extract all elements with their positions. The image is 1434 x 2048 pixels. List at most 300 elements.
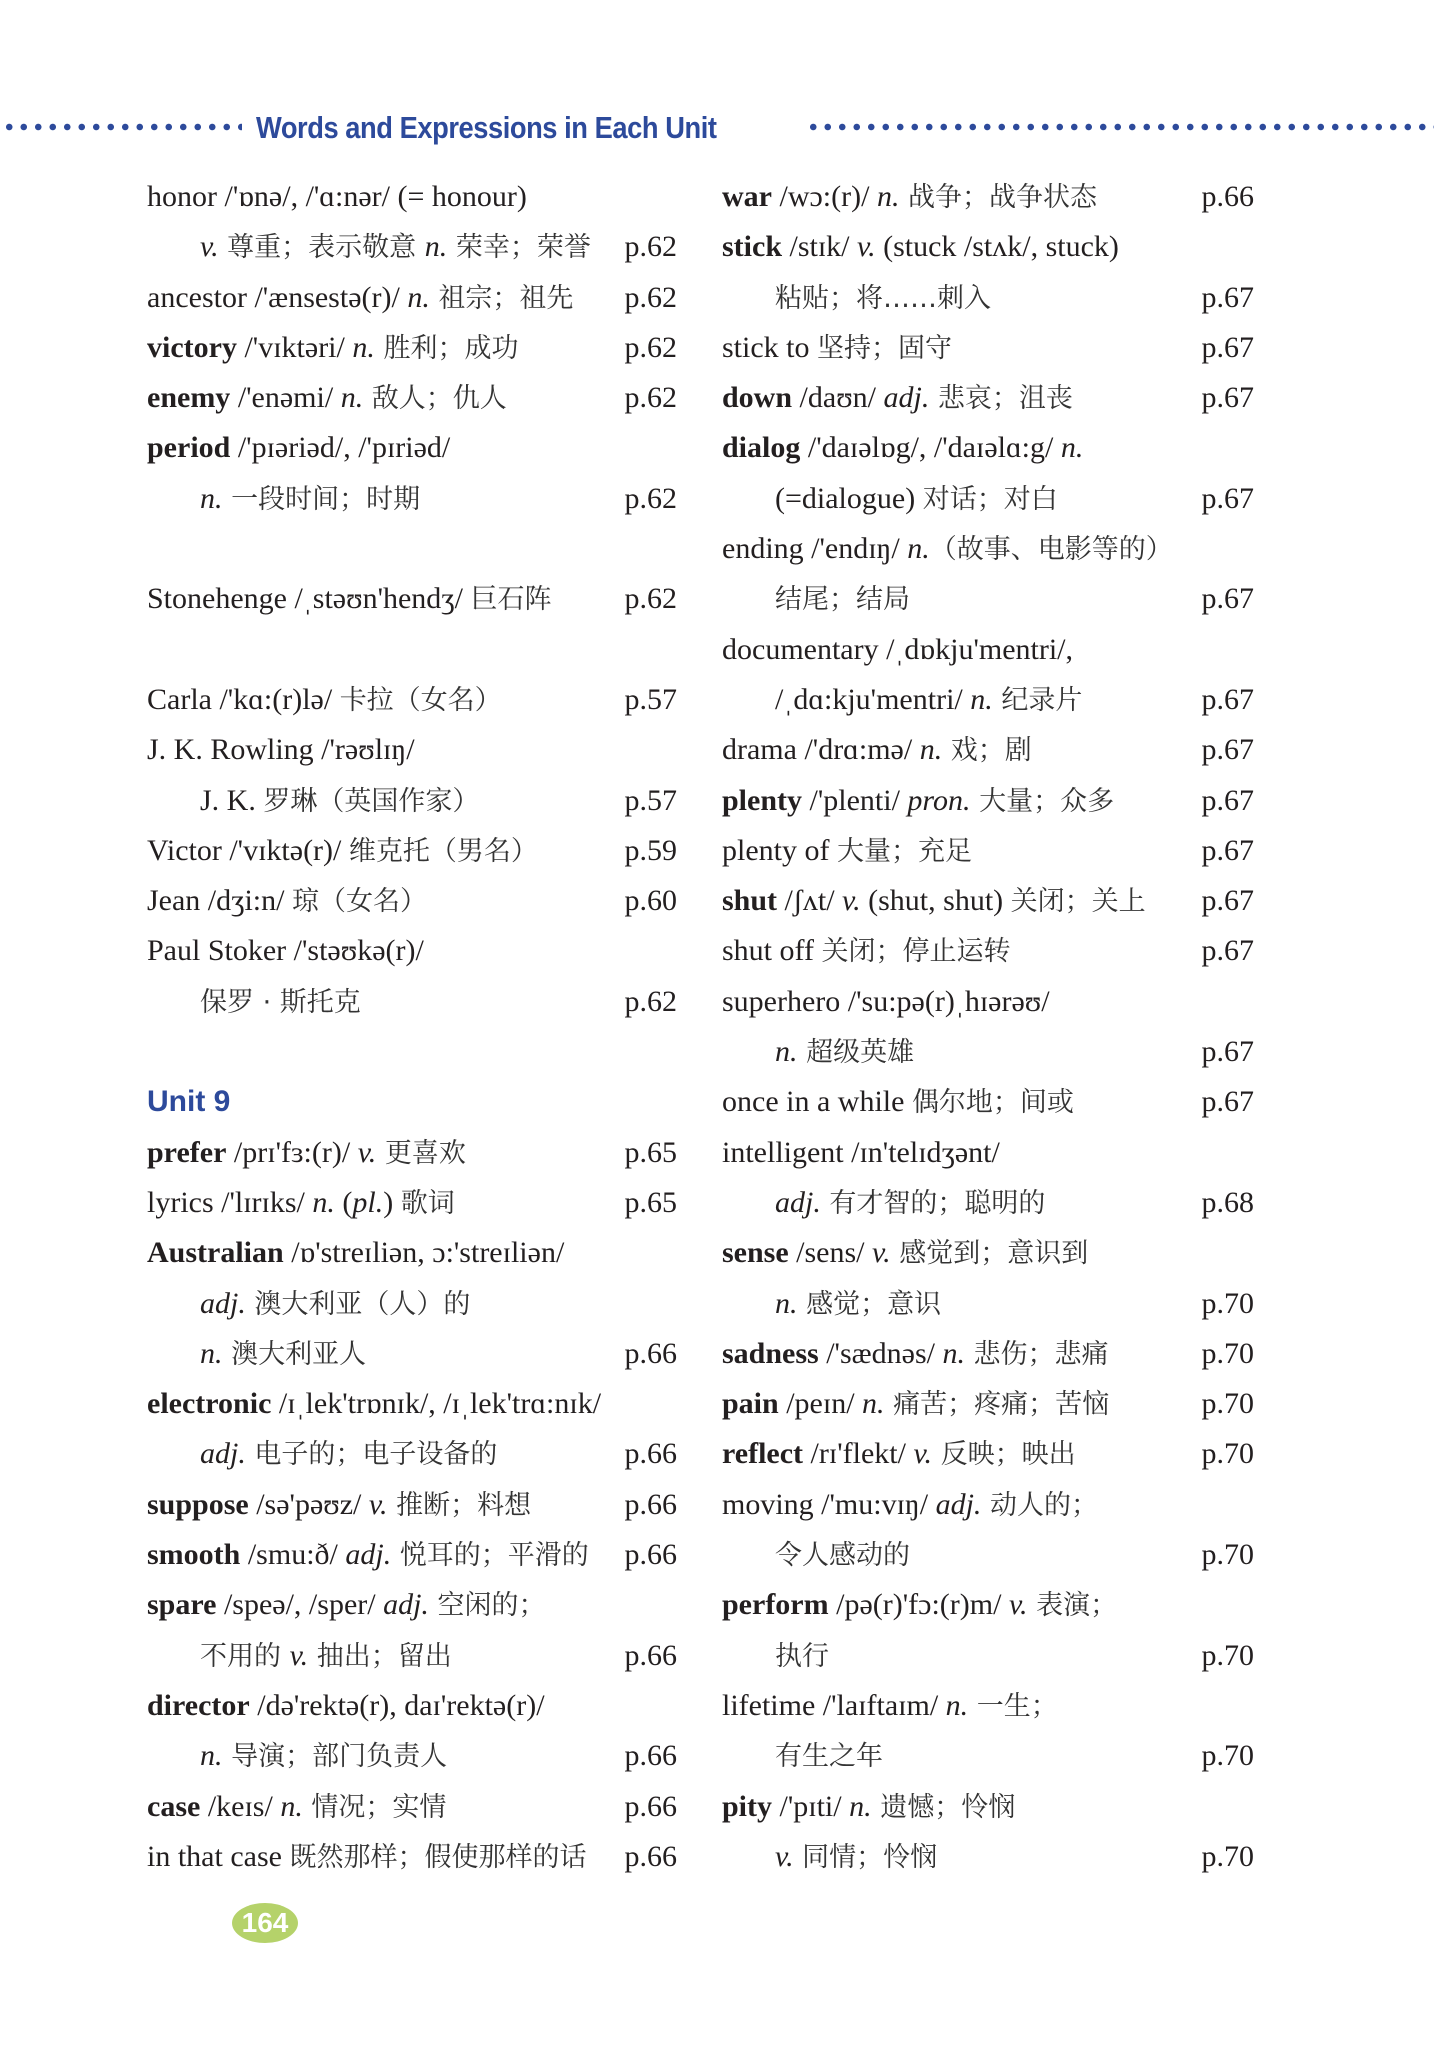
- part-of-speech: n.: [970, 682, 993, 716]
- entry-text: [147, 1782, 446, 1833]
- vocab-entry: [722, 1580, 1254, 1630]
- definition: 超级英雄: [797, 1037, 915, 1069]
- entry-text-part: (=dialogue): [775, 481, 923, 515]
- phonetic-text: Victor /'vɪktə(r)/: [147, 833, 349, 867]
- entry-text: [722, 1329, 1109, 1380]
- definition: 悲哀；沮丧: [929, 383, 1073, 415]
- definition: 空闲的；: [428, 1590, 546, 1622]
- vocab-entry: [147, 423, 677, 473]
- definition: 令人感动的: [775, 1540, 910, 1572]
- entry-text: [147, 826, 538, 877]
- page-reference: p.59: [624, 833, 677, 867]
- vocab-entry-continuation: [722, 1832, 1254, 1882]
- definition: 粘贴；将……刺入: [775, 282, 991, 314]
- page-reference: p.62: [624, 984, 677, 1018]
- entry-text: [775, 1178, 1045, 1229]
- vocab-entry: [722, 1077, 1254, 1127]
- part-of-speech: v.: [842, 884, 861, 918]
- entry-text: [722, 826, 972, 877]
- headword: director: [147, 1688, 250, 1722]
- vocab-entry: [147, 323, 677, 373]
- vocab-entry: [147, 1782, 677, 1832]
- vocab-entry-continuation: [722, 1178, 1254, 1228]
- entry-text: [147, 273, 573, 324]
- entry-text: [722, 1077, 1074, 1128]
- entry-text: [775, 1027, 914, 1078]
- definition: 痛苦；疼痛；苦恼: [884, 1389, 1110, 1421]
- definition: 纪录片: [992, 684, 1083, 716]
- entry-text: [147, 1580, 546, 1631]
- unit-heading-text-wrap: [147, 1077, 230, 1127]
- entry-text-part: (stuck /stʌk/, stuck): [875, 230, 1119, 264]
- part-of-speech: n.: [876, 180, 900, 213]
- vocab-entry-continuation: [147, 1429, 677, 1479]
- vocab-entry: [147, 1832, 677, 1882]
- section-title: Words and Expressions in Each Unit: [256, 110, 717, 145]
- page-reference: p.62: [624, 230, 677, 264]
- definition: 一生；: [968, 1690, 1058, 1722]
- headword: sadness: [722, 1336, 819, 1370]
- vocab-entry-continuation: [722, 1027, 1254, 1077]
- definition: 导演；部门负责人: [222, 1741, 448, 1773]
- phonetic-text: /speə/, /sper/: [216, 1588, 384, 1622]
- part-of-speech: adj.: [345, 1538, 392, 1572]
- phonetic-text: /'vɪktəri/: [236, 330, 353, 364]
- phonetic-text: /prɪ'fɜ:(r)/: [226, 1135, 358, 1169]
- page-reference: p.70: [1201, 1387, 1254, 1421]
- vocab-entry: [722, 1681, 1254, 1731]
- phonetic-text: lyrics /'lɪrɪks/: [147, 1185, 313, 1219]
- part-of-speech: v.: [368, 1487, 388, 1521]
- right-column: [722, 172, 1254, 1882]
- entry-text: [722, 1580, 1117, 1631]
- definition: 荣幸；荣誉: [447, 232, 591, 264]
- page-reference: p.70: [1201, 1336, 1254, 1370]
- vocab-entry-continuation: [147, 222, 677, 272]
- page-reference: p.66: [624, 1437, 677, 1471]
- headword: sense: [722, 1236, 789, 1270]
- headword: stick: [722, 230, 782, 264]
- definition: 琼（女名）: [291, 886, 427, 918]
- entry-text: [775, 1731, 883, 1782]
- vocab-entry-continuation: [147, 1631, 677, 1681]
- phonetic-text: /sens/: [788, 1236, 873, 1270]
- vocab-entry-continuation: [722, 1631, 1254, 1681]
- entry-text: [722, 1128, 1000, 1178]
- vocab-entry: [147, 926, 677, 976]
- vocab-entry: [722, 977, 1254, 1027]
- page-reference: p.67: [1201, 280, 1254, 314]
- part-of-speech: n.: [407, 280, 430, 314]
- phonetic-text: /smu:ð/: [240, 1538, 346, 1572]
- vocab-entry-continuation: [147, 776, 677, 826]
- part-of-speech: pron.: [907, 783, 971, 817]
- page-reference: p.70: [1201, 1739, 1254, 1773]
- definition: 歌词: [400, 1187, 455, 1219]
- page-reference: p.68: [1201, 1185, 1254, 1219]
- phonetic-text: intelligent /ɪn'telɪdʒənt/: [722, 1135, 1000, 1169]
- headword: victory: [147, 330, 237, 364]
- headword: electronic: [147, 1387, 272, 1421]
- entry-text: [722, 524, 1173, 575]
- vocab-entry: [147, 1580, 677, 1630]
- vocab-entry: [722, 926, 1254, 976]
- phonetic-text: Jean /dʒi:n/: [147, 884, 292, 918]
- headword: prefer: [147, 1135, 227, 1169]
- entry-text: [147, 1128, 466, 1179]
- page-reference: p.62: [624, 582, 677, 616]
- entry-text-part: ): [383, 1185, 401, 1219]
- entry-text: [147, 1681, 545, 1731]
- headword: case: [147, 1789, 201, 1823]
- vocab-entry: [722, 725, 1254, 775]
- definition: 胜利；成功: [374, 332, 519, 364]
- vocab-entry: [147, 273, 677, 323]
- phonetic-text: Carla /'kɑ:(r)lə/: [147, 682, 340, 716]
- definition: 大量；众多: [970, 785, 1115, 817]
- page-reference: p.70: [1201, 1286, 1254, 1320]
- headword: reflect: [722, 1437, 804, 1471]
- entry-text: [147, 1832, 586, 1883]
- definition: 关闭；关上: [1010, 886, 1146, 918]
- vocab-entry: [722, 1429, 1254, 1479]
- definition: 悦耳的；平滑的: [391, 1540, 589, 1572]
- entry-text: [147, 926, 424, 976]
- vocab-entry: [722, 524, 1254, 574]
- vocab-entry-continuation: [147, 1279, 677, 1329]
- entry-text: [722, 1681, 1058, 1732]
- entry-text: [775, 1530, 910, 1581]
- phonetic-text: /'enəmi/: [230, 381, 341, 415]
- entry-text: [200, 1279, 470, 1330]
- definition: 祖宗；祖先: [429, 282, 574, 314]
- page-reference: p.66: [624, 1487, 677, 1521]
- definition: 感觉到；意识到: [890, 1238, 1089, 1270]
- vocab-entry: [722, 1379, 1254, 1429]
- part-of-speech: v.: [913, 1437, 933, 1471]
- entry-text: [722, 323, 952, 374]
- vocab-entry-continuation: [722, 474, 1254, 524]
- definition: 澳大利亚（人）的: [245, 1288, 471, 1320]
- part-of-speech: n.: [424, 230, 448, 264]
- definition: 卡拉（女名）: [339, 684, 502, 716]
- blank-line: [147, 625, 677, 675]
- page-reference: p.66: [624, 1638, 677, 1672]
- entry-text: [200, 1429, 497, 1480]
- phonetic-text: /'pɪəriəd/, /'pɪriəd/: [230, 431, 451, 465]
- phonetic-text: drama /'drɑ:mə/: [722, 733, 920, 767]
- page-reference: p.67: [1201, 481, 1254, 515]
- entry-text: [775, 273, 991, 324]
- part-of-speech: n.: [340, 381, 364, 415]
- page-reference: p.57: [624, 783, 677, 817]
- vocab-entry-continuation: [147, 1329, 677, 1379]
- vocab-entry: [722, 1782, 1254, 1832]
- page-reference: p.67: [1201, 381, 1254, 415]
- headword: dialog: [722, 431, 801, 465]
- phonetic-text: plenty of: [722, 833, 837, 867]
- page-reference: p.67: [1201, 833, 1254, 867]
- phonetic-text: /'daɪəlɒg/, /'daɪəlɑ:g/: [800, 431, 1061, 465]
- definition: 推断；料想: [387, 1489, 532, 1521]
- headword: period: [147, 431, 231, 465]
- phonetic-text: moving /'mu:vɪŋ/: [722, 1487, 936, 1521]
- vocab-entry: [722, 826, 1254, 876]
- definition: 偶尔地；间或: [911, 1087, 1074, 1119]
- phonetic-text: /ɪˌlek'trɒnɪk/, /ɪˌlek'trɑ:nɪk/: [271, 1387, 602, 1421]
- page-reference: p.62: [624, 481, 677, 515]
- part-of-speech: v.: [775, 1839, 794, 1873]
- entry-text: [722, 1480, 1098, 1531]
- entry-text: [775, 1279, 941, 1330]
- entry-text: [722, 876, 1146, 927]
- definition: 抽出；留出: [308, 1640, 452, 1672]
- left-column: [147, 172, 677, 1882]
- vocab-entry: [722, 323, 1254, 373]
- phonetic-text: /'pɪti/: [772, 1789, 850, 1823]
- page-reference: p.70: [1201, 1437, 1254, 1471]
- vocab-entry: [722, 1480, 1254, 1530]
- part-of-speech: adj.: [383, 1588, 429, 1622]
- page-reference: p.62: [624, 381, 677, 415]
- section-header: [0, 108, 1434, 148]
- entry-text: [722, 1228, 1088, 1279]
- unit-heading: [147, 1077, 677, 1127]
- part-of-speech: n.: [200, 1739, 223, 1773]
- phonetic-text: lifetime /'laɪftaɪm/: [722, 1688, 946, 1722]
- vocab-entry: [722, 876, 1254, 926]
- vocab-entry: [147, 373, 677, 423]
- part-of-speech: v.: [357, 1135, 377, 1169]
- vocab-entry-continuation: [722, 675, 1254, 725]
- phonetic-text: /ɒ'streɪliən, ɔ:'streɪliən/: [283, 1236, 565, 1270]
- phonetic-text: /sə'pəʊz/: [248, 1487, 369, 1521]
- part-of-speech: adj.: [200, 1437, 246, 1471]
- entry-text: [722, 977, 1050, 1027]
- phonetic-text: honor /'ɒnə/, /'ɑ:nər/ (= honour): [147, 180, 527, 213]
- entry-text: [200, 977, 361, 1028]
- headword: pity: [722, 1789, 773, 1823]
- definition: 大量；充足: [836, 835, 972, 867]
- part-of-speech: v.: [200, 230, 219, 264]
- vocab-entry: [147, 1480, 677, 1530]
- vocab-entry: [147, 1178, 677, 1228]
- vocab-entry: [147, 675, 677, 725]
- entry-text-part: (: [334, 1185, 353, 1219]
- part-of-speech: n.: [775, 1035, 798, 1069]
- part-of-speech: pl.: [352, 1185, 384, 1219]
- vocab-entry-continuation: [722, 1279, 1254, 1329]
- entry-text: [147, 1178, 455, 1229]
- page-reference: p.66: [624, 1538, 677, 1572]
- vocab-entry-continuation: [147, 977, 677, 1027]
- vocab-entry-continuation: [722, 1731, 1254, 1781]
- definition: 敌人；仇人: [363, 383, 507, 415]
- part-of-speech: n.: [352, 330, 375, 364]
- headword: down: [722, 381, 793, 415]
- part-of-speech: adj.: [883, 381, 930, 415]
- definition: 感觉；意识: [797, 1288, 942, 1320]
- page-reference: p.62: [624, 280, 677, 314]
- vocab-entry: [722, 625, 1254, 675]
- page-reference: p.66: [624, 1839, 677, 1873]
- definition: 有生之年: [775, 1741, 883, 1773]
- vocab-entry-continuation: [147, 474, 677, 524]
- entry-text: [147, 172, 527, 222]
- phonetic-text: stick to: [722, 330, 817, 364]
- headword: enemy: [147, 381, 231, 415]
- entry-text: [200, 222, 591, 273]
- phonetic-text: /stɪk/: [782, 230, 858, 264]
- entry-text: [147, 323, 518, 374]
- entry-text: [722, 373, 1073, 424]
- phonetic-text: J. K. Rowling /'rəʊlɪŋ/: [147, 733, 415, 767]
- vocab-entry-continuation: [722, 574, 1254, 624]
- entry-text: [147, 423, 450, 473]
- vocab-entry: [722, 373, 1254, 423]
- headword: war: [722, 180, 772, 213]
- part-of-speech: n.: [849, 1789, 872, 1823]
- headword: perform: [722, 1588, 829, 1622]
- entry-text: [722, 625, 1073, 675]
- page-reference: p.66: [1201, 180, 1254, 213]
- entry-text: [722, 926, 1010, 977]
- definition: 电子的；电子设备的: [245, 1439, 498, 1471]
- part-of-speech: n.: [945, 1688, 969, 1722]
- entry-text: [722, 1782, 1015, 1833]
- page-reference: p.67: [1201, 682, 1254, 716]
- definition: 戏；剧: [942, 735, 1032, 767]
- phonetic-text: Stonehenge /ˌstəʊn'hendʒ/: [147, 582, 471, 616]
- headword: plenty: [722, 783, 803, 817]
- page-reference: p.65: [624, 1185, 677, 1219]
- entry-text: [147, 373, 507, 424]
- definition: 遗憾；怜悯: [871, 1791, 1016, 1823]
- entry-text: [147, 1379, 601, 1429]
- part-of-speech: n.: [907, 532, 930, 566]
- definition: 反映；映出: [932, 1439, 1076, 1471]
- entry-text: [200, 1731, 447, 1782]
- definition: 罗琳（英国作家）: [263, 785, 480, 817]
- entry-text: [147, 1480, 531, 1531]
- definition: 结尾；结局: [775, 584, 910, 616]
- definition: 维克托（男名）: [348, 835, 538, 867]
- vocab-entry: [722, 1329, 1254, 1379]
- entry-text: [775, 574, 910, 625]
- definition: 既然那样；假使那样的话: [289, 1841, 587, 1873]
- page-reference: p.70: [1201, 1538, 1254, 1572]
- definition: 保罗 · 斯托克: [200, 986, 361, 1018]
- page-reference: p.66: [624, 1789, 677, 1823]
- definition: 同情；怜悯: [793, 1841, 938, 1873]
- vocab-entry: [722, 172, 1254, 222]
- part-of-speech: n.: [1060, 431, 1084, 465]
- page-reference: p.67: [1201, 884, 1254, 918]
- phonetic-text: once in a while: [722, 1085, 912, 1119]
- page-reference: p.67: [1201, 582, 1254, 616]
- phonetic-text: ending /'endɪŋ/: [722, 532, 908, 566]
- vocab-entry: [147, 725, 677, 775]
- entry-text-part: (shut, shut): [860, 884, 1011, 918]
- page-reference: p.60: [624, 884, 677, 918]
- vocab-entry-continuation: [722, 273, 1254, 323]
- part-of-speech: v.: [872, 1236, 891, 1270]
- entry-text: [147, 574, 551, 625]
- phonetic-text: /daʊn/: [792, 381, 884, 415]
- definition: 战争；战争状态: [899, 182, 1098, 213]
- definition: 不用的: [200, 1640, 290, 1672]
- vocab-entry: [722, 423, 1254, 473]
- headword: suppose: [147, 1487, 249, 1521]
- vocab-entry: [147, 1228, 677, 1278]
- headword: smooth: [147, 1538, 241, 1572]
- part-of-speech: v.: [857, 230, 876, 264]
- entry-text: [722, 1429, 1076, 1480]
- definition: 更喜欢: [376, 1137, 466, 1169]
- phonetic-text: /wɔ:(r)/: [771, 180, 877, 213]
- entry-text: [775, 675, 1082, 726]
- definition: 坚持；固守: [817, 332, 952, 364]
- entry-text: [200, 1329, 366, 1380]
- entry-text: [775, 1631, 829, 1682]
- definition: 关闭；停止运转: [821, 936, 1011, 968]
- entry-text: [722, 1379, 1109, 1430]
- page-reference: p.67: [1201, 1035, 1254, 1069]
- part-of-speech: n.: [312, 1185, 335, 1219]
- page-reference: p.66: [624, 1336, 677, 1370]
- vocab-entry: [722, 1228, 1254, 1278]
- entry-text: [200, 474, 420, 525]
- entry-text: [722, 222, 1119, 272]
- page-reference: p.67: [1201, 934, 1254, 968]
- part-of-speech: n.: [862, 1387, 885, 1421]
- part-of-speech: adj.: [200, 1286, 246, 1320]
- vocab-entry: [147, 1128, 677, 1178]
- vocab-entry: [147, 876, 677, 926]
- vocab-entry: [147, 574, 677, 624]
- page-reference: p.57: [624, 682, 677, 716]
- phonetic-text: /'plenti/: [802, 783, 908, 817]
- phonetic-text: /rɪ'flekt/: [803, 1437, 914, 1471]
- part-of-speech: n.: [775, 1286, 798, 1320]
- unit-heading-text: Unit 9: [147, 1085, 231, 1119]
- blank-line: [147, 1027, 677, 1077]
- part-of-speech: v.: [1008, 1588, 1028, 1622]
- entry-text: [200, 1631, 452, 1682]
- definition: 尊重；表示敬意: [218, 232, 425, 264]
- definition: 巨石阵: [470, 584, 552, 616]
- entry-text: [722, 776, 1114, 827]
- phonetic-text: /də'rektə(r), daɪ'rektə(r)/: [249, 1688, 545, 1722]
- definition: 悲伤；悲痛: [964, 1338, 1109, 1370]
- entry-text: [147, 1530, 589, 1581]
- phonetic-text: ancestor /'ænsestə(r)/: [147, 280, 408, 314]
- headword: Australian: [147, 1236, 284, 1270]
- page-reference: p.67: [1201, 1085, 1254, 1119]
- page-reference: p.65: [624, 1135, 677, 1169]
- entry-text: [147, 725, 415, 775]
- part-of-speech: adj.: [775, 1185, 821, 1219]
- blank-line: [147, 524, 677, 574]
- definition: （故事、电影等的）: [929, 534, 1173, 566]
- vocab-entry: [722, 222, 1254, 272]
- vocab-entry: [147, 1681, 677, 1731]
- page-reference: p.70: [1201, 1839, 1254, 1873]
- definition: 澳大利亚人: [222, 1338, 367, 1370]
- headword: pain: [722, 1387, 779, 1421]
- definition: 情况；实情: [302, 1791, 447, 1823]
- definition: 执行: [775, 1640, 829, 1672]
